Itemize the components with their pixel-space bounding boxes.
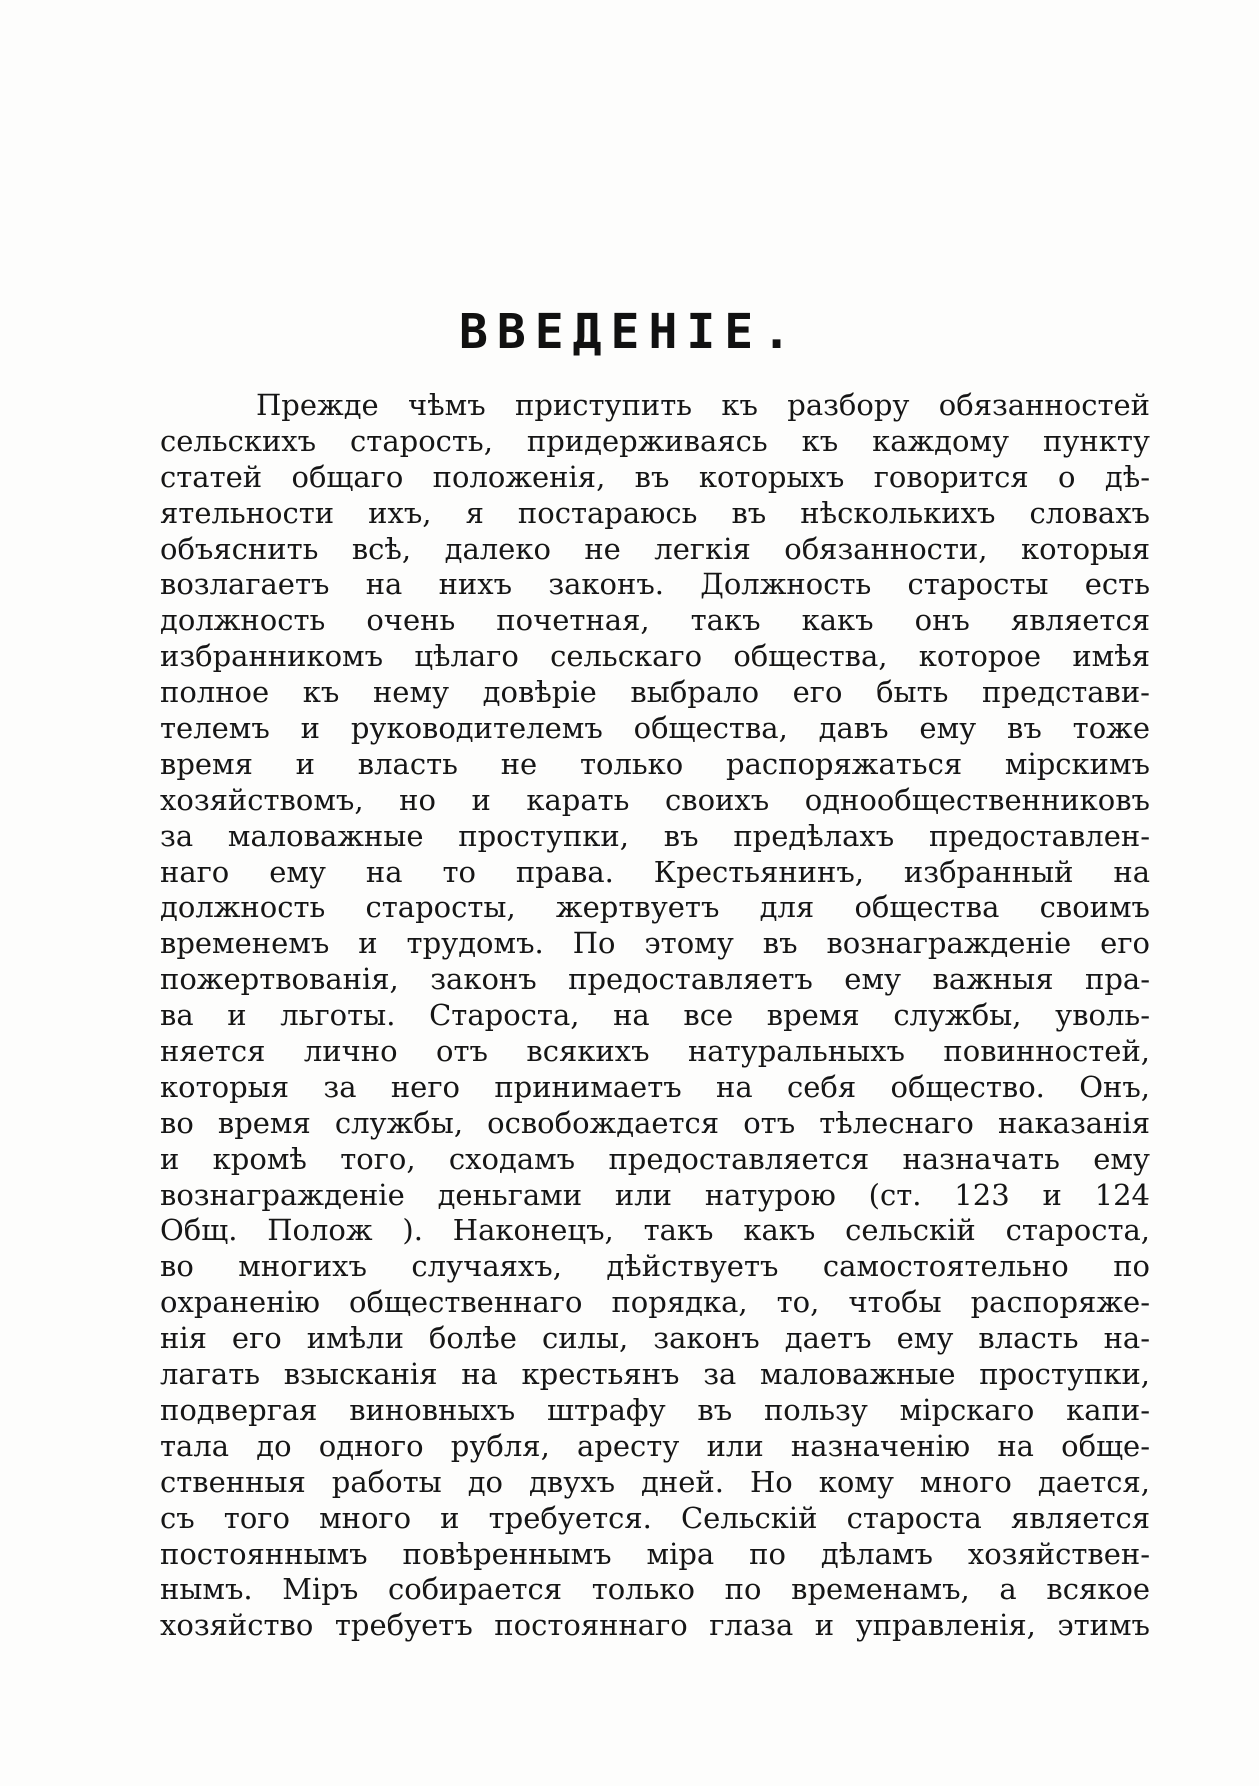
text-line: во время службы, освобождается отъ тѣлеснаго наказанія	[160, 1105, 1150, 1140]
text-line: съ того много и требуется. Сельскій староста является	[160, 1500, 1150, 1535]
text-line: вознагражденіе деньгами или натурою (ст. 123 и 124	[160, 1177, 1150, 1212]
text-line: сельскихъ старость, придерживаясь къ каждому пункту	[160, 423, 1150, 458]
text-line: должность старосты, жертвуетъ для общества своимъ	[160, 890, 1150, 925]
text-line: время и власть не только распоряжаться мірскимъ	[160, 746, 1150, 781]
text-line: наго ему на то права. Крестьянинъ, избранный на	[160, 854, 1150, 889]
text-line: телемъ и руководителемъ общества, давъ ему въ тоже	[160, 711, 1150, 746]
text-line: охраненію общественнаго порядка, то, чтобы распоряже-	[160, 1285, 1150, 1320]
text-line: хозяйствомъ, но и карать своихъ однообщественниковъ	[160, 782, 1150, 817]
text-line: за маловажные проступки, въ предѣлахъ предоставлен-	[160, 818, 1150, 853]
text-line: ственныя работы до двухъ дней. Но кому много дается,	[160, 1464, 1150, 1499]
text-line: тала до одного рубля, аресту или назначенію на обще-	[160, 1428, 1150, 1463]
body-text	[160, 388, 1150, 1644]
text-line: подвергая виновныхъ штрафу въ пользу мірскаго капи-	[160, 1392, 1150, 1427]
chapter-heading: ВВЕДЕНІЕ.	[458, 304, 801, 360]
text-line: которыя за него принимаетъ на себя общество. Онъ,	[160, 1069, 1150, 1104]
text-line: нымъ. Міръ собирается только по временамъ, а всякое	[160, 1572, 1150, 1607]
text-line: полное къ нему довѣріе выбрало его быть представи-	[160, 675, 1150, 710]
text-line: Прежде чѣмъ приступить къ разбору обязанностей	[256, 388, 1150, 422]
text-line: постояннымъ повѣреннымъ міра по дѣламъ хозяйствен-	[160, 1536, 1150, 1571]
text-line: временемъ и трудомъ. По этому въ вознагражденіе его	[160, 926, 1150, 961]
text-line: возлагаетъ на нихъ законъ. Должность старосты есть	[160, 567, 1150, 602]
text-line: хозяйство требуетъ постояннаго глаза и управленія, этимъ	[160, 1608, 1150, 1643]
text-line: должность очень почетная, такъ какъ онъ является	[160, 603, 1150, 638]
text-line: ва и льготы. Староста, на все время службы, уволь-	[160, 998, 1150, 1033]
text-line: статей общаго положенія, въ которыхъ говорится о дѣ-	[160, 459, 1150, 494]
text-line: лагать взысканія на крестьянъ за маловажные проступки,	[160, 1357, 1150, 1392]
text-line: Общ. Полож ). Наконецъ, такъ какъ сельскій староста,	[160, 1213, 1150, 1248]
text-line: пожертвованія, законъ предоставляетъ ему важныя пра-	[160, 962, 1150, 997]
text-line: нія его имѣли болѣе силы, законъ даетъ ему власть на-	[160, 1321, 1150, 1356]
text-line: няется лично отъ всякихъ натуральныхъ повинностей,	[160, 1034, 1150, 1069]
text-line: избранникомъ цѣлаго сельскаго общества, которое имѣя	[160, 639, 1150, 674]
text-line: и кромѣ того, сходамъ предоставляется назначать ему	[160, 1141, 1150, 1176]
text-line: во многихъ случаяхъ, дѣйствуетъ самостоятельно по	[160, 1249, 1150, 1284]
text-line: объяснить всѣ, далеко не легкія обязанности, которыя	[160, 531, 1150, 566]
text-line: ятельности ихъ, я постараюсь въ нѣсколькихъ словахъ	[160, 495, 1150, 530]
